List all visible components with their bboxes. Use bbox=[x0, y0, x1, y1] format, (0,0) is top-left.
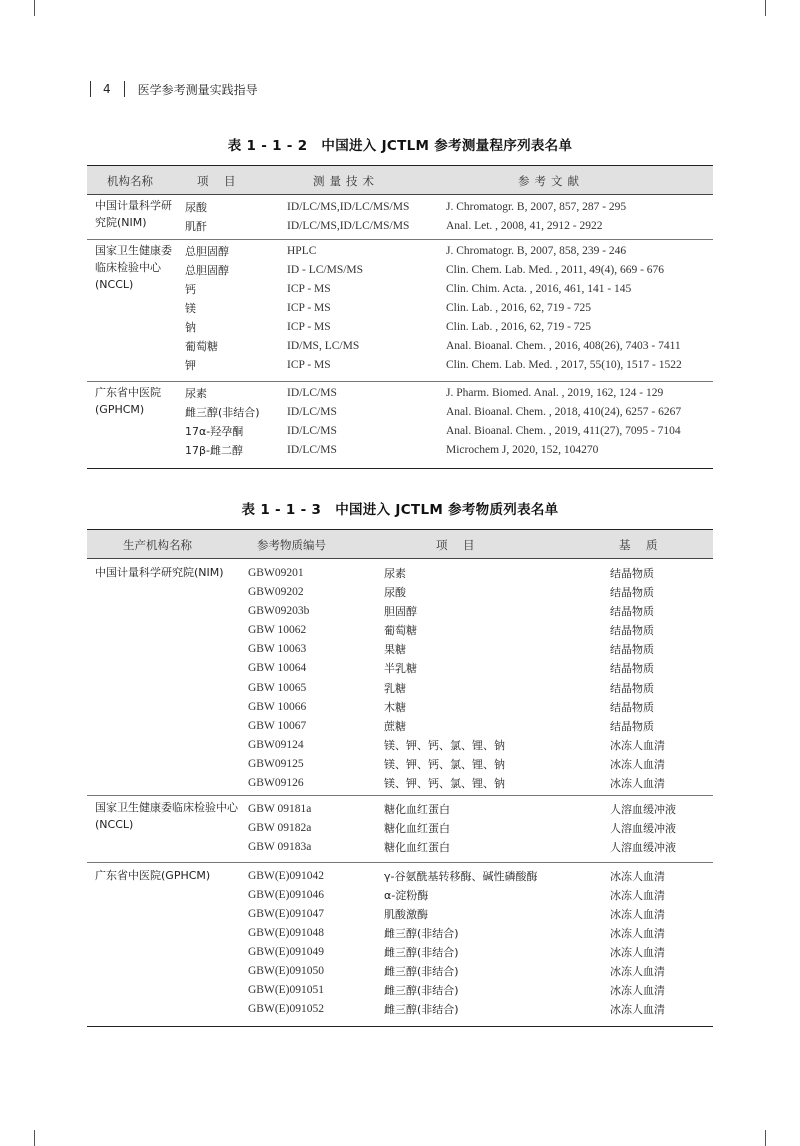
table2-code-cell: GBW(E)091042 bbox=[248, 870, 325, 882]
table2-matrix-cell: 冰冻人血清 bbox=[610, 984, 665, 997]
table1-method-cell: ID/LC/MS bbox=[287, 425, 337, 437]
table2-matrix-cell: 冰冻人血清 bbox=[610, 739, 665, 752]
table1-header-item: 项 目 bbox=[197, 174, 238, 188]
table1-org-cell: 中国计量科学研究院(NIM) bbox=[95, 199, 172, 229]
table1-header-ref: 参考文献 bbox=[518, 174, 584, 188]
table1-ref-cell: Anal. Bioanal. Chem. , 2016, 408(26), 7403 - 7411 bbox=[446, 340, 681, 352]
table2-group bbox=[87, 559, 713, 796]
table2-code-cell: GBW 10063 bbox=[248, 643, 307, 655]
table2-item-cell: γ-谷氨酰基转移酶、碱性磷酸酶 bbox=[384, 870, 538, 883]
table2-matrix-cell: 冰冻人血清 bbox=[610, 1003, 665, 1016]
table1-item-cell: 钙 bbox=[185, 283, 196, 296]
table1-item-cell: 钾 bbox=[185, 359, 196, 372]
table2-item-cell: α-淀粉酶 bbox=[384, 889, 429, 902]
table2-code-cell: GBW 10065 bbox=[248, 682, 307, 694]
table2-code-cell: GBW 10066 bbox=[248, 701, 307, 713]
table2-matrix-cell: 冰冻人血清 bbox=[610, 777, 665, 790]
table1-header bbox=[87, 165, 713, 195]
table1-item-cell: 肌酐 bbox=[185, 220, 207, 233]
table1-title: 中国进入 JCTLM 参考测量程序列表名单 bbox=[321, 138, 573, 154]
table2-matrix-cell: 冰冻人血清 bbox=[610, 758, 665, 771]
table2-code-cell: GBW09126 bbox=[248, 777, 304, 789]
table2-code-cell: GBW 09183a bbox=[248, 841, 312, 853]
table2-matrix-cell: 冰冻人血清 bbox=[610, 946, 665, 959]
table2-item-cell: 果糖 bbox=[384, 643, 406, 656]
table1-item-cell: 雌三醇(非结合) bbox=[185, 406, 260, 419]
table1-item-cell: 总胆固醇 bbox=[185, 245, 229, 258]
table2-code-cell: GBW09203b bbox=[248, 605, 310, 617]
table2-matrix-cell: 结晶物质 bbox=[610, 624, 654, 637]
table2-code-cell: GBW 10062 bbox=[248, 624, 307, 636]
table2-code-cell: GBW 10064 bbox=[248, 662, 307, 674]
table2-group bbox=[87, 796, 713, 863]
table2-org-cell: 国家卫生健康委临床检验中心(NCCL) bbox=[95, 801, 238, 831]
table1-ref-cell: J. Pharm. Biomed. Anal. , 2019, 162, 124 - 129 bbox=[446, 387, 664, 399]
table2-item-cell: 镁、钾、钙、氯、锂、钠 bbox=[384, 777, 505, 790]
table2-code-cell: GBW 09182a bbox=[248, 822, 312, 834]
table2-matrix-cell: 冰冻人血清 bbox=[610, 870, 665, 883]
table2-code-cell: GBW(E)091052 bbox=[248, 1003, 325, 1015]
table1-method-cell: ICP - MS bbox=[287, 283, 331, 295]
table2-header-org: 生产机构名称 bbox=[123, 538, 192, 552]
crop-mark-top-left bbox=[34, 0, 35, 16]
table1-method-cell: ICP - MS bbox=[287, 359, 331, 371]
table2-item-cell: 肌酸激酶 bbox=[384, 908, 428, 921]
table1-item-cell: 镁 bbox=[185, 302, 196, 315]
table1-method-cell: ID/LC/MS bbox=[287, 444, 337, 456]
table2-item-cell: 尿素 bbox=[384, 567, 406, 580]
table1-ref-cell: Microchem J, 2020, 152, 104270 bbox=[446, 444, 599, 456]
table2-item-cell: 雌三醇(非结合) bbox=[384, 927, 459, 940]
table1-ref-cell: Clin. Lab. , 2016, 62, 719 - 725 bbox=[446, 321, 592, 333]
table1-caption bbox=[0, 134, 800, 154]
table2-code-cell: GBW09202 bbox=[248, 586, 304, 598]
table2-item-cell: 糖化血红蛋白 bbox=[384, 841, 450, 854]
table2-matrix-cell: 结晶物质 bbox=[610, 720, 654, 733]
table2 bbox=[87, 529, 713, 1027]
table2-org-cell: 中国计量科学研究院(NIM) bbox=[95, 566, 224, 579]
table2-item-cell: 雌三醇(非结合) bbox=[384, 1003, 459, 1016]
table1-ref-cell: J. Chromatogr. B, 2007, 857, 287 - 295 bbox=[446, 201, 627, 213]
table1-ref-cell: Clin. Lab. , 2016, 62, 719 - 725 bbox=[446, 302, 592, 314]
table1-item-cell: 葡萄糖 bbox=[185, 340, 218, 353]
table1-org-cell: 广东省中医院(GPHCM) bbox=[95, 386, 161, 416]
table2-matrix-cell: 结晶物质 bbox=[610, 643, 654, 656]
table2-matrix-cell: 结晶物质 bbox=[610, 586, 654, 599]
table2-matrix-cell: 人溶血缓冲液 bbox=[610, 822, 676, 835]
table2-item-cell: 尿酸 bbox=[384, 586, 406, 599]
table2-matrix-cell: 结晶物质 bbox=[610, 701, 654, 714]
table1-header-org: 机构名称 bbox=[107, 174, 153, 188]
table1-item-cell: 尿素 bbox=[185, 387, 207, 400]
table2-item-cell: 糖化血红蛋白 bbox=[384, 822, 450, 835]
table2-item-cell: 糖化血红蛋白 bbox=[384, 803, 450, 816]
table2-title: 中国进入 JCTLM 参考物质列表名单 bbox=[335, 502, 559, 518]
table2-matrix-cell: 人溶血缓冲液 bbox=[610, 803, 676, 816]
table2-header-item: 项 目 bbox=[436, 538, 477, 552]
table1-ref-cell: Anal. Let. , 2008, 41, 2912 - 2922 bbox=[446, 220, 603, 232]
book-title: 医学参考测量实践指导 bbox=[137, 82, 258, 97]
table2-matrix-cell: 冰冻人血清 bbox=[610, 889, 665, 902]
crop-mark-bottom-right bbox=[765, 1130, 766, 1146]
table1-item-cell: 尿酸 bbox=[185, 201, 207, 214]
table2-matrix-cell: 冰冻人血清 bbox=[610, 908, 665, 921]
table1-method-cell: ID/LC/MS,ID/LC/MS/MS bbox=[287, 201, 410, 213]
table2-code-cell: GBW 10067 bbox=[248, 720, 307, 732]
table2-code-cell: GBW09201 bbox=[248, 567, 304, 579]
table2-item-cell: 乳糖 bbox=[384, 682, 406, 695]
table1-method-cell: ICP - MS bbox=[287, 321, 331, 333]
table1-ref-cell: Anal. Bioanal. Chem. , 2018, 410(24), 6257 - 6267 bbox=[446, 406, 682, 418]
table1-method-cell: ID/MS, LC/MS bbox=[287, 340, 360, 352]
table1-method-cell: ID/LC/MS,ID/LC/MS/MS bbox=[287, 220, 410, 232]
table1 bbox=[87, 165, 713, 469]
table1-method-cell: ID/LC/MS bbox=[287, 387, 337, 399]
table2-header-matrix: 基 质 bbox=[619, 538, 660, 552]
table1-item-cell: 钠 bbox=[185, 321, 196, 334]
table2-code-cell: GBW(E)091048 bbox=[248, 927, 325, 939]
table1-body bbox=[87, 195, 713, 469]
table1-ref-cell: J. Chromatogr. B, 2007, 858, 239 - 246 bbox=[446, 245, 627, 257]
table2-code-cell: GBW(E)091046 bbox=[248, 889, 325, 901]
table1-group bbox=[87, 240, 713, 382]
table2-header-code: 参考物质编号 bbox=[257, 538, 326, 552]
table2-code-cell: GBW09124 bbox=[248, 739, 304, 751]
table2-group bbox=[87, 863, 713, 1026]
running-header bbox=[90, 77, 258, 101]
crop-mark-bottom-left bbox=[34, 1130, 35, 1146]
table2-matrix-cell: 冰冻人血清 bbox=[610, 965, 665, 978]
table2-code-cell: GBW 09181a bbox=[248, 803, 312, 815]
table2-code-cell: GBW(E)091047 bbox=[248, 908, 325, 920]
table2-item-cell: 胆固醇 bbox=[384, 605, 417, 618]
table1-method-cell: ID - LC/MS/MS bbox=[287, 264, 364, 276]
table2-matrix-cell: 人溶血缓冲液 bbox=[610, 841, 676, 854]
table1-item-cell: 17β-雌二醇 bbox=[185, 444, 243, 457]
table2-code-cell: GBW(E)091049 bbox=[248, 946, 325, 958]
table2-item-cell: 木糖 bbox=[384, 701, 406, 714]
table1-method-cell: ID/LC/MS bbox=[287, 406, 337, 418]
table2-body bbox=[87, 559, 713, 1027]
table2-matrix-cell: 结晶物质 bbox=[610, 567, 654, 580]
table2-code-cell: GBW(E)091050 bbox=[248, 965, 325, 977]
table1-ref-cell: Clin. Chem. Lab. Med. , 2011, 49(4), 669 - 676 bbox=[446, 264, 665, 276]
table1-ref-cell: Clin. Chim. Acta. , 2016, 461, 141 - 145 bbox=[446, 283, 632, 295]
page-number: 4 bbox=[103, 82, 111, 96]
table2-item-cell: 雌三醇(非结合) bbox=[384, 984, 459, 997]
table2-item-cell: 镁、钾、钙、氯、锂、钠 bbox=[384, 739, 505, 752]
table2-item-cell: 雌三醇(非结合) bbox=[384, 965, 459, 978]
table2-matrix-cell: 结晶物质 bbox=[610, 682, 654, 695]
table2-matrix-cell: 结晶物质 bbox=[610, 662, 654, 675]
table2-org-cell: 广东省中医院(GPHCM) bbox=[95, 869, 211, 882]
table2-matrix-cell: 结晶物质 bbox=[610, 605, 654, 618]
table2-matrix-cell: 冰冻人血清 bbox=[610, 927, 665, 940]
table1-number: 表 1 - 1 - 2 bbox=[227, 138, 308, 154]
table2-item-cell: 葡萄糖 bbox=[384, 624, 417, 637]
table2-code-cell: GBW(E)091051 bbox=[248, 984, 325, 996]
table1-item-cell: 17α-羟孕酮 bbox=[185, 425, 244, 438]
table2-code-cell: GBW09125 bbox=[248, 758, 304, 770]
table1-header-method: 测量技术 bbox=[313, 174, 379, 188]
table2-number: 表 1 - 1 - 3 bbox=[241, 502, 322, 518]
table1-group bbox=[87, 195, 713, 240]
table1-ref-cell: Anal. Bioanal. Chem. , 2019, 411(27), 7095 - 7104 bbox=[446, 425, 681, 437]
table1-method-cell: ICP - MS bbox=[287, 302, 331, 314]
table2-item-cell: 半乳糖 bbox=[384, 662, 417, 675]
table1-item-cell: 总胆固醇 bbox=[185, 264, 229, 277]
table2-header bbox=[87, 529, 713, 559]
table2-item-cell: 蔗糖 bbox=[384, 720, 406, 733]
table2-item-cell: 雌三醇(非结合) bbox=[384, 946, 459, 959]
crop-mark-top-right bbox=[765, 0, 766, 16]
table1-group bbox=[87, 382, 713, 468]
table2-caption bbox=[0, 498, 800, 518]
table2-item-cell: 镁、钾、钙、氯、锂、钠 bbox=[384, 758, 505, 771]
table1-method-cell: HPLC bbox=[287, 245, 317, 257]
table1-ref-cell: Clin. Chem. Lab. Med. , 2017, 55(10), 1517 - 1522 bbox=[446, 359, 682, 371]
table1-org-cell: 国家卫生健康委临床检验中心(NCCL) bbox=[95, 244, 172, 291]
